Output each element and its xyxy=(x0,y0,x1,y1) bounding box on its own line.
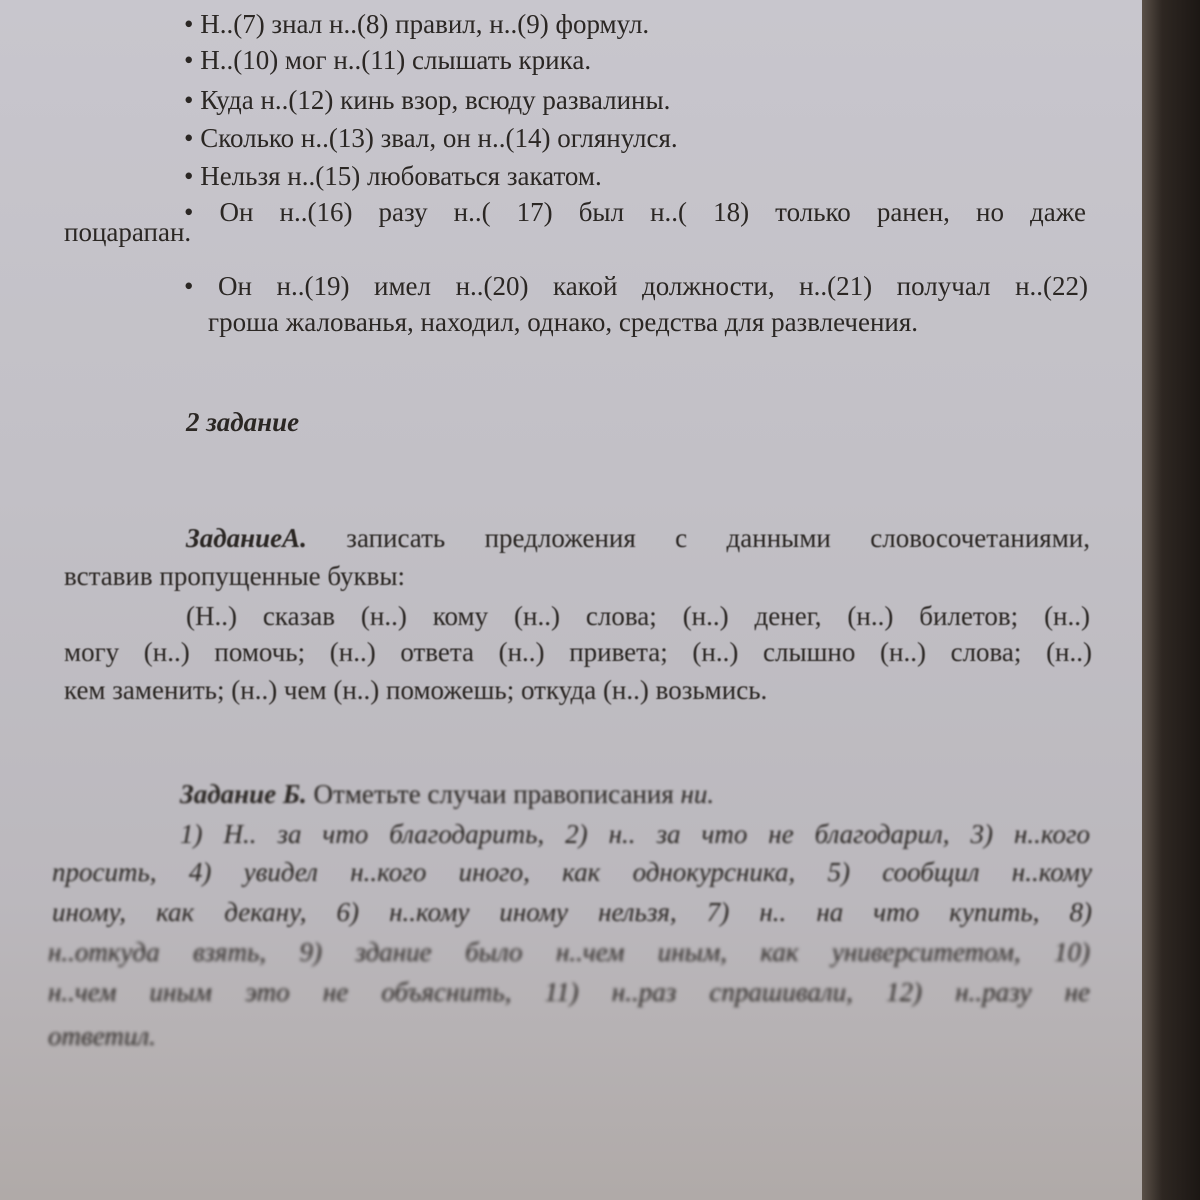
task1-item-6-continuation: поцарапан. xyxy=(64,217,192,247)
task2-part-b-instruction xyxy=(180,778,880,810)
task2-part-b-text-2: просить, 4) увидел н..кого иного, как однокурсника, 5) сообщил н..кому xyxy=(52,857,1092,887)
task2-part-b-text-1: 1) Н.. за что благодарить, 2) н.. за что не благодарил, 3) н..кого xyxy=(180,819,1090,849)
task2-part-b-instruction-text: Отметьте случаи правописания xyxy=(313,779,674,809)
task2-part-a-text-1: (Н..) сказав (н..) кому (н..) слова; (н..) денег, (н..) билетов; (н..) xyxy=(186,601,1090,631)
task2-part-a-instruction-text: записать предложения с данными словосочетаниями, xyxy=(346,523,1090,553)
task1-item-7-continuation: гроша жалованья, находил, однако, средства для развлечения. xyxy=(208,307,919,337)
task2-part-b-label: Задание Б. xyxy=(180,779,307,809)
task2-part-a-text-2: могу (н..) помочь; (н..) ответа (н..) привета; (н..) слышно (н..) слова; (н..) xyxy=(64,637,1092,667)
task2-part-a-label: ЗаданиеА. xyxy=(186,523,307,553)
task2-part-b-instruction-word: ни. xyxy=(680,779,715,809)
task2-part-b-text-3: иному, как декану, 6) н..кому иному нельзя, 7) н.. на что купить, 8) xyxy=(52,897,1092,927)
task2-heading: 2 задание xyxy=(186,407,300,437)
task1-item-3: • Куда н..(12) кинь взор, всюду развалины. xyxy=(184,84,804,116)
task1-item-1: • Н..(7) знал н..(8) правил, н..(9) формул. xyxy=(184,8,784,40)
page-edge-shadow xyxy=(1142,0,1200,1200)
task2-part-a-text-3: кем заменить; (н..) чем (н..) поможешь; откуда (н..) возьмись. xyxy=(64,675,768,705)
task2-part-b-text-4: н..откуда взять, 9) здание было н..чем иным, как университетом, 10) xyxy=(48,937,1090,967)
task1-item-2: • Н..(10) мог н..(11) слышать крика. xyxy=(184,44,784,76)
task2-part-b-text-6: ответил. xyxy=(48,1021,156,1051)
task1-item-4: • Сколько н..(13) звал, он н..(14) оглянулся. xyxy=(184,122,824,154)
task1-item-5: • Нельзя н..(15) любоваться закатом. xyxy=(184,160,784,192)
task1-item-7: • Он н..(19) имел н..(20) какой должности, н..(21) получал н..(22) xyxy=(184,270,1088,302)
task1-item-6: • Он н..(16) разу н..( 17) был н..( 18) только ранен, но даже xyxy=(184,196,1086,228)
task2-part-a-instruction-cont: вставив пропущенные буквы: xyxy=(64,561,406,591)
task2-part-a-instruction xyxy=(186,522,1090,554)
task2-part-b-text-5: н..чем иным это не объяснить, 11) н..раз спрашивали, 12) н..разу не xyxy=(48,977,1090,1007)
